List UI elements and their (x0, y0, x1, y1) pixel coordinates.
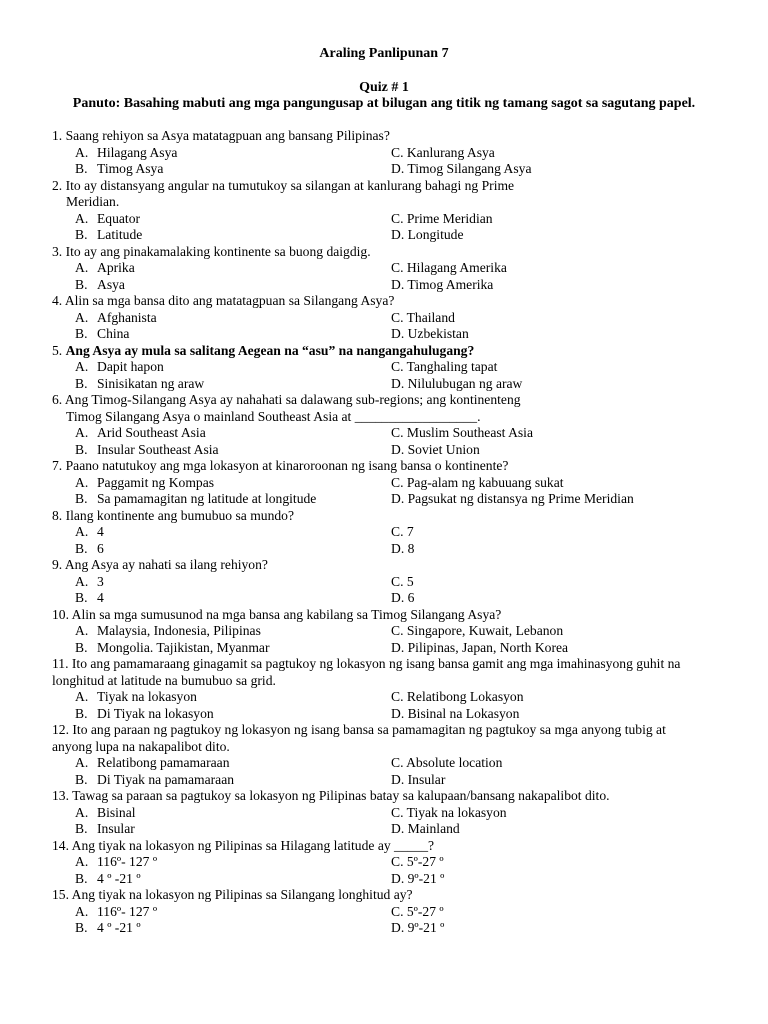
question-6 (0, 392, 768, 425)
option-text-right[interactable]: D. Pilipinas, Japan, North Korea (391, 639, 569, 655)
option-letter[interactable]: B. (75, 326, 88, 341)
option-text-right[interactable]: D. Insular (391, 771, 446, 787)
question-10 (0, 607, 768, 624)
question-3 (0, 244, 768, 261)
option-text-right[interactable]: D. Pagsukat ng distansya ng Prime Meridian (391, 491, 634, 506)
option-letter[interactable]: A. (75, 359, 89, 374)
option-text-right[interactable]: D. Timog Silangang Asya (391, 161, 532, 176)
option-text[interactable]: Di Tiyak na lokasyon (97, 705, 214, 721)
option-letter[interactable]: B. (75, 705, 88, 721)
option-row (0, 706, 768, 723)
option-text-right[interactable]: D. Mainland (391, 821, 460, 836)
option-row (0, 475, 768, 492)
option-row (0, 772, 768, 789)
question-text: 3. Ito ay ang pinakamalaking kontinente sa buong daigdig. (52, 243, 371, 259)
option-text[interactable]: China (97, 326, 130, 341)
quiz-number: Quiz # 1 (359, 80, 409, 95)
option-letter[interactable]: A. (75, 854, 89, 869)
option-letter[interactable]: A. (75, 755, 89, 770)
option-row (0, 425, 768, 442)
option-text[interactable]: 4 (97, 524, 104, 539)
option-text[interactable]: Asya (97, 276, 125, 292)
option-text-right[interactable]: C. 7 (391, 524, 414, 539)
option-text-right[interactable]: D. Bisinal na Lokasyon (391, 705, 520, 721)
question-5 (0, 343, 768, 360)
question-1 (0, 128, 768, 145)
question-text: 2. Ito ay distansyang angular na tumutukoy sa silangan at kanlurang bahagi ng Prime (52, 177, 515, 193)
option-letter[interactable]: B. (75, 276, 88, 292)
question-text: 1. Saang rehiyon sa Asya matatagpuan ang bansang Pilipinas? (52, 128, 390, 143)
option-letter[interactable]: A. (75, 144, 89, 160)
question-text: 6. Ang Timog-Silangang Asya ay nahahati sa dalawang sub-regions; ang kontinenteng (52, 392, 521, 407)
option-row (0, 920, 768, 937)
option-text[interactable]: 116º- 127 º (97, 854, 158, 869)
option-letter[interactable]: B. (75, 161, 88, 176)
option-text-right[interactable]: D. 9º-21 º (391, 920, 445, 935)
option-row (0, 277, 768, 294)
instructions: Panuto: Basahing mabuti ang mga pangungusap at bilugan ang titik ng tamang sagot sa sagutang papel. (72, 96, 696, 111)
option-text[interactable]: Malaysia, Indonesia, Pilipinas (97, 623, 261, 638)
option-text[interactable]: 116º- 127 º (97, 903, 158, 919)
option-text-right[interactable]: D. 9º-21 º (391, 870, 445, 886)
option-text[interactable]: Dapit hapon (97, 359, 164, 374)
option-text[interactable]: Insular (97, 821, 135, 836)
question-12 (0, 722, 768, 755)
option-letter[interactable]: B. (75, 821, 88, 836)
question-text: 7. Paano natutukoy ang mga lokasyon at kinaroroonan ng isang bansa o kontinente? (52, 458, 509, 473)
option-letter[interactable]: B. (75, 771, 88, 787)
option-text-right[interactable]: C. 5º-27 º (391, 903, 444, 919)
option-text[interactable]: Timog Asya (97, 161, 164, 176)
question-8 (0, 508, 768, 525)
question-11 (0, 656, 768, 689)
option-row (0, 145, 768, 162)
option-text-right[interactable]: C. Pag-alam ng kabuuang sukat (391, 474, 564, 490)
option-letter[interactable]: A. (75, 623, 89, 638)
option-text[interactable]: Mongolia. Tajikistan, Myanmar (97, 639, 270, 655)
option-text[interactable]: Bisinal (97, 804, 136, 820)
option-text[interactable]: Relatibong pamamaraan (97, 755, 230, 770)
option-text[interactable]: Tiyak na lokasyon (97, 689, 197, 704)
question-text-continued: Timog Silangang Asya o mainland Southeast Asia at __________________. (66, 408, 481, 424)
question-text: 10. Alin sa mga sumusunod na mga bansa ang kabilang sa Timog Silangang Asya? (52, 606, 502, 622)
option-text[interactable]: Sa pamamagitan ng latitude at longitude (97, 491, 317, 506)
option-row (0, 623, 768, 640)
option-text[interactable]: Aprika (97, 260, 135, 275)
option-text[interactable]: Insular Southeast Asia (97, 441, 219, 457)
option-text[interactable]: Arid Southeast Asia (97, 425, 206, 440)
option-letter[interactable]: A. (75, 474, 89, 490)
question-15 (0, 887, 768, 904)
option-text-right[interactable]: C. Singapore, Kuwait, Lebanon (391, 623, 564, 638)
option-text[interactable]: 6 (97, 540, 104, 556)
option-text-right[interactable]: C. Absolute location (391, 755, 503, 770)
option-letter[interactable]: A. (75, 260, 89, 275)
option-row (0, 326, 768, 343)
option-text-right[interactable]: C. 5 (391, 573, 414, 589)
option-row (0, 260, 768, 277)
option-letter[interactable]: A. (75, 804, 89, 820)
question-text: 14. Ang tiyak na lokasyon ng Pilipinas sa Hilagang latitude ay _____? (52, 837, 435, 853)
option-letter[interactable]: A. (75, 425, 89, 440)
document-title: Araling Panlipunan 7 (319, 46, 449, 61)
option-row (0, 491, 768, 508)
option-row (0, 574, 768, 591)
option-letter[interactable]: B. (75, 920, 88, 935)
option-row (0, 871, 768, 888)
option-letter[interactable]: B. (75, 540, 88, 556)
option-letter[interactable]: B. (75, 590, 88, 605)
question-list (0, 128, 768, 937)
option-text-right[interactable]: C. Muslim Southeast Asia (391, 425, 533, 440)
option-letter[interactable]: A. (75, 210, 89, 226)
option-letter[interactable]: B. (75, 375, 88, 391)
option-text-right[interactable]: C. Relatibong Lokasyon (391, 689, 524, 704)
option-text-right[interactable]: C. Tanghaling tapat (391, 359, 498, 374)
option-text-right[interactable]: C. Hilagang Amerika (391, 260, 507, 275)
option-row (0, 161, 768, 178)
option-text-right[interactable]: C. Kanlurang Asya (391, 144, 495, 160)
option-row (0, 805, 768, 822)
option-row (0, 442, 768, 459)
option-letter[interactable]: B. (75, 441, 88, 457)
option-row (0, 310, 768, 327)
option-text[interactable]: Di Tiyak na pamamaraan (97, 771, 235, 787)
option-letter[interactable]: A. (75, 524, 89, 539)
question-2 (0, 178, 768, 211)
question-text-continued: anyong lupa na nakapalibot dito. (52, 738, 230, 754)
question-7 (0, 458, 768, 475)
question-text: 4. Alin sa mga bansa dito ang matatagpuan sa Silangang Asya? (52, 293, 395, 308)
question-text: 13. Tawag sa paraan sa pagtukoy sa lokasyon ng Pilipinas batay sa kalupaan/bansang nakapalibot dito. (52, 788, 610, 803)
option-text[interactable]: Equator (97, 210, 141, 226)
question-text-continued: Meridian. (66, 194, 120, 209)
option-text[interactable]: 3 (97, 573, 104, 589)
question-14 (0, 838, 768, 855)
option-text-right[interactable]: D. Longitude (391, 227, 464, 242)
question-9 (0, 557, 768, 574)
question-text: 8. Ilang kontinente ang bumubuo sa mundo? (52, 507, 294, 523)
question-text: 5. Ang Asya ay mula sa salitang Aegean na “asu” na nangangahulugang? (52, 342, 475, 358)
option-text-right[interactable]: C. Thailand (391, 309, 455, 325)
option-letter[interactable]: A. (75, 309, 89, 325)
question-text: 12. Ito ang paraan ng pagtukoy ng lokasyon ng isang bansa sa pamamagitan ng pagtukoy sa mga anyong tubig at (52, 722, 666, 737)
question-13 (0, 788, 768, 805)
option-text[interactable]: Paggamit ng Kompas (97, 474, 215, 490)
option-letter[interactable]: A. (75, 903, 89, 919)
option-text-right[interactable]: D. Timog Amerika (391, 276, 494, 292)
question-text-continued: longhitud at latitude na bumubuo sa grid. (52, 672, 276, 688)
option-text[interactable]: 4 º -21 º (97, 920, 141, 935)
option-text[interactable]: Hilagang Asya (97, 144, 178, 160)
question-text: 11. Ito ang pamamaraang ginagamit sa pagtukoy ng lokasyon ng isang bansa gamit ang mga imahinasyong guhit na (52, 656, 681, 671)
option-text-right[interactable]: C. Prime Meridian (391, 210, 493, 226)
option-row (0, 904, 768, 921)
option-letter[interactable]: B. (75, 870, 88, 886)
option-text-right[interactable]: D. 8 (391, 540, 415, 556)
option-letter[interactable]: B. (75, 227, 88, 242)
option-row (0, 359, 768, 376)
option-letter[interactable]: B. (75, 639, 88, 655)
option-row (0, 541, 768, 558)
option-row (0, 376, 768, 393)
option-text[interactable]: Sinisikatan ng araw (97, 375, 205, 391)
option-letter[interactable]: A. (75, 689, 89, 704)
option-text[interactable]: Afghanista (97, 309, 157, 325)
option-row (0, 821, 768, 838)
option-text[interactable]: 4 º -21 º (97, 870, 141, 886)
option-row (0, 689, 768, 706)
option-text-right[interactable]: D. Uzbekistan (391, 326, 469, 341)
option-letter[interactable]: B. (75, 491, 88, 506)
option-text-right[interactable]: C. 5º-27 º (391, 854, 444, 869)
question-text: 9. Ang Asya ay nahati sa ilang rehiyon? (52, 557, 268, 572)
question-4 (0, 293, 768, 310)
option-text-right[interactable]: C. Tiyak na lokasyon (391, 804, 507, 820)
option-text-right[interactable]: D. Soviet Union (391, 441, 480, 457)
option-row (0, 640, 768, 657)
option-row (0, 854, 768, 871)
option-text-right[interactable]: D. 6 (391, 590, 415, 605)
option-row (0, 227, 768, 244)
option-letter[interactable]: A. (75, 573, 89, 589)
option-text-right[interactable]: D. Nilulubugan ng araw (391, 375, 523, 391)
option-row (0, 755, 768, 772)
option-row (0, 524, 768, 541)
option-text[interactable]: Latitude (97, 227, 143, 242)
option-row (0, 590, 768, 607)
question-text: 15. Ang tiyak na lokasyon ng Pilipinas sa Silangang longhitud ay? (52, 887, 413, 902)
option-row (0, 211, 768, 228)
option-text[interactable]: 4 (97, 590, 104, 605)
